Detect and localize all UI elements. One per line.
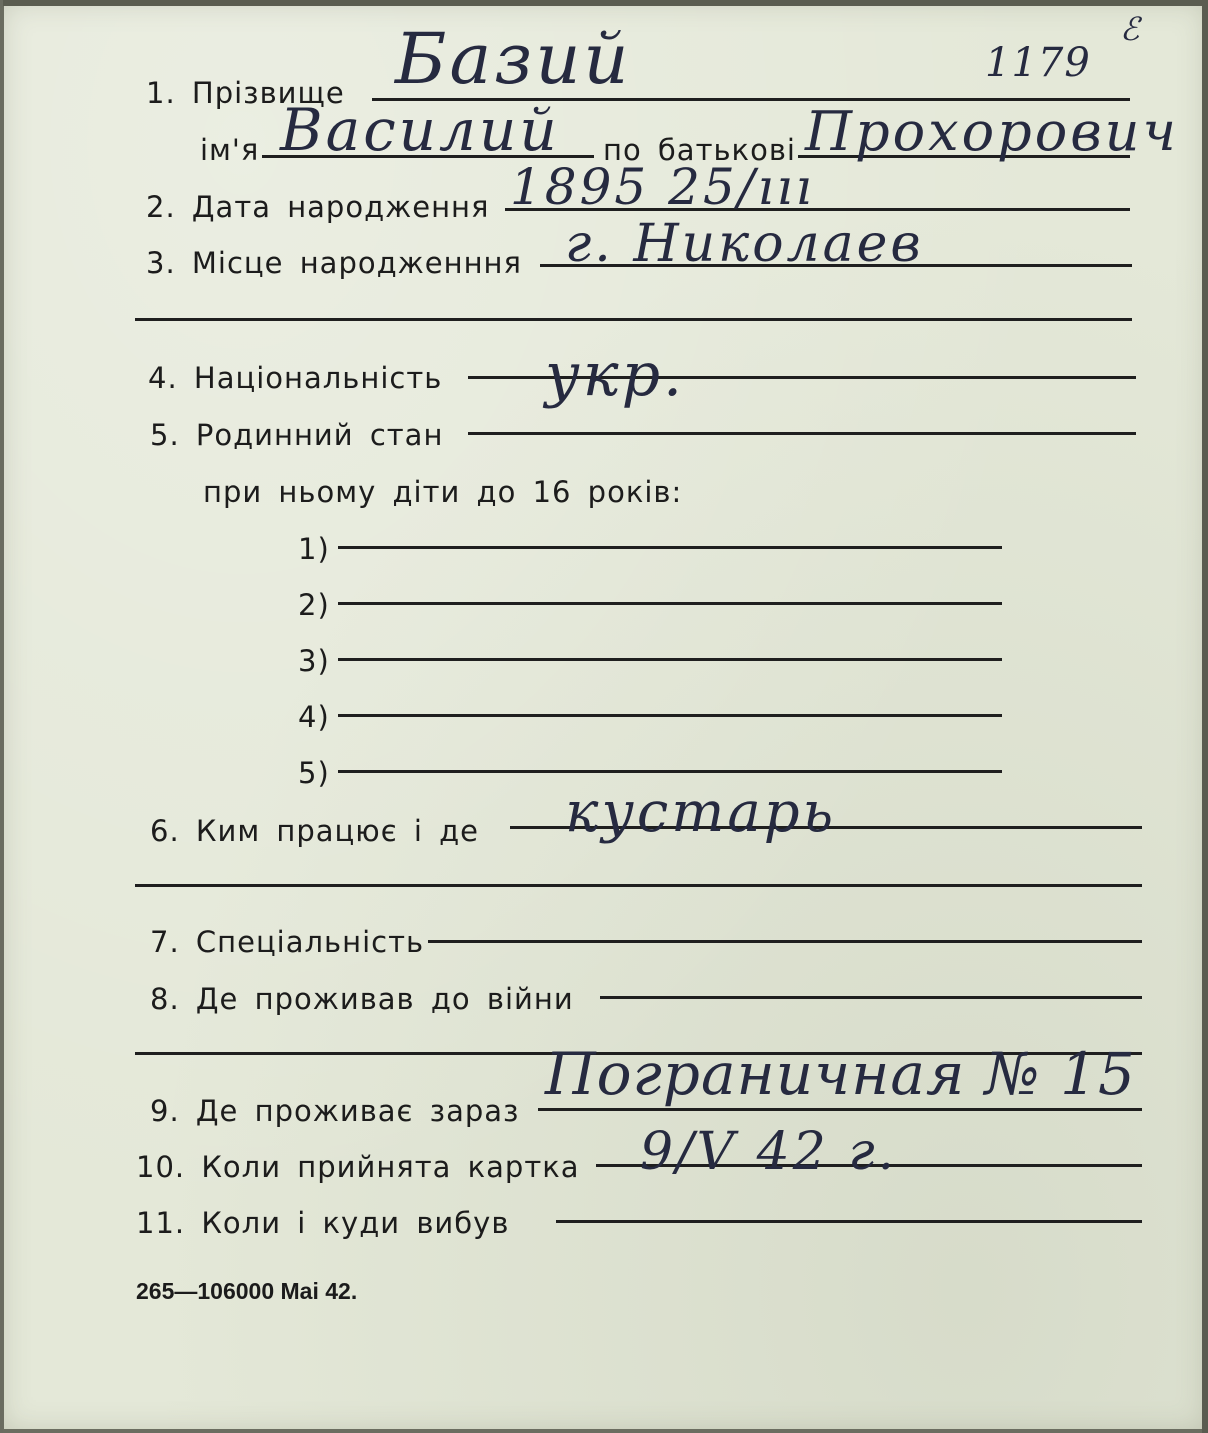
birth-place-line-2 — [135, 318, 1132, 321]
nationality-value: укр. — [545, 340, 686, 410]
occupation-value: кустарь — [565, 780, 837, 845]
current-residence-line — [538, 1108, 1142, 1111]
scan-edge-top — [0, 0, 1208, 6]
child-5-label: 5) — [298, 756, 330, 790]
current-residence-value: Пограничная № 15 — [545, 1040, 1136, 1108]
first-name-label: ім'я — [200, 133, 260, 167]
card-number: 1179 — [985, 40, 1091, 86]
departure-label: 11. Коли і куди вибув — [136, 1206, 510, 1240]
patronymic-value: Прохорович — [805, 100, 1180, 163]
card-accepted-value: 9/V 42 г. — [640, 1122, 898, 1182]
child-2-label: 2) — [298, 588, 330, 622]
surname-value: Базий — [395, 18, 632, 100]
birth-place-label: 3. Місце народженння — [146, 246, 522, 280]
prewar-residence-label: 8. Де проживав до війни — [150, 982, 574, 1016]
birth-date-value: 1895 25/ııı — [510, 158, 815, 216]
card-mark: ℰ — [1120, 10, 1143, 48]
first-name-value: Василий — [280, 96, 560, 164]
prewar-residence-line — [600, 996, 1142, 999]
occupation-line-2 — [135, 884, 1142, 887]
current-residence-label: 9. Де проживає зараз — [150, 1094, 520, 1128]
print-code: 265—106000 Mai 42. — [136, 1278, 358, 1304]
specialty-label: 7. Спеціальність — [150, 925, 425, 959]
child-5-line — [338, 770, 1002, 773]
specialty-line — [428, 940, 1142, 943]
departure-line — [556, 1220, 1142, 1223]
child-3-label: 3) — [298, 644, 330, 678]
scan-edge-left — [0, 0, 3, 1433]
occupation-label: 6. Ким працює і де — [150, 814, 480, 848]
child-2-line — [338, 602, 1002, 605]
nationality-label: 4. Національність — [148, 361, 443, 395]
children-label: при ньому діти до 16 років: — [203, 475, 683, 509]
child-1-label: 1) — [298, 532, 330, 566]
child-1-line — [338, 546, 1002, 549]
birth-date-label: 2. Дата народження — [146, 190, 490, 224]
child-3-line — [338, 658, 1002, 661]
scan-edge-right — [1202, 0, 1208, 1433]
birth-place-value: г. Николаев — [565, 214, 924, 274]
card-accepted-label: 10. Коли прийнята картка — [136, 1150, 580, 1184]
child-4-line — [338, 714, 1002, 717]
marital-status-label: 5. Родинний стан — [150, 418, 444, 452]
patronymic-label: по батькові — [603, 133, 796, 167]
child-4-label: 4) — [298, 700, 330, 734]
surname-label: 1. Прізвище — [146, 76, 345, 110]
marital-status-line — [468, 432, 1136, 435]
